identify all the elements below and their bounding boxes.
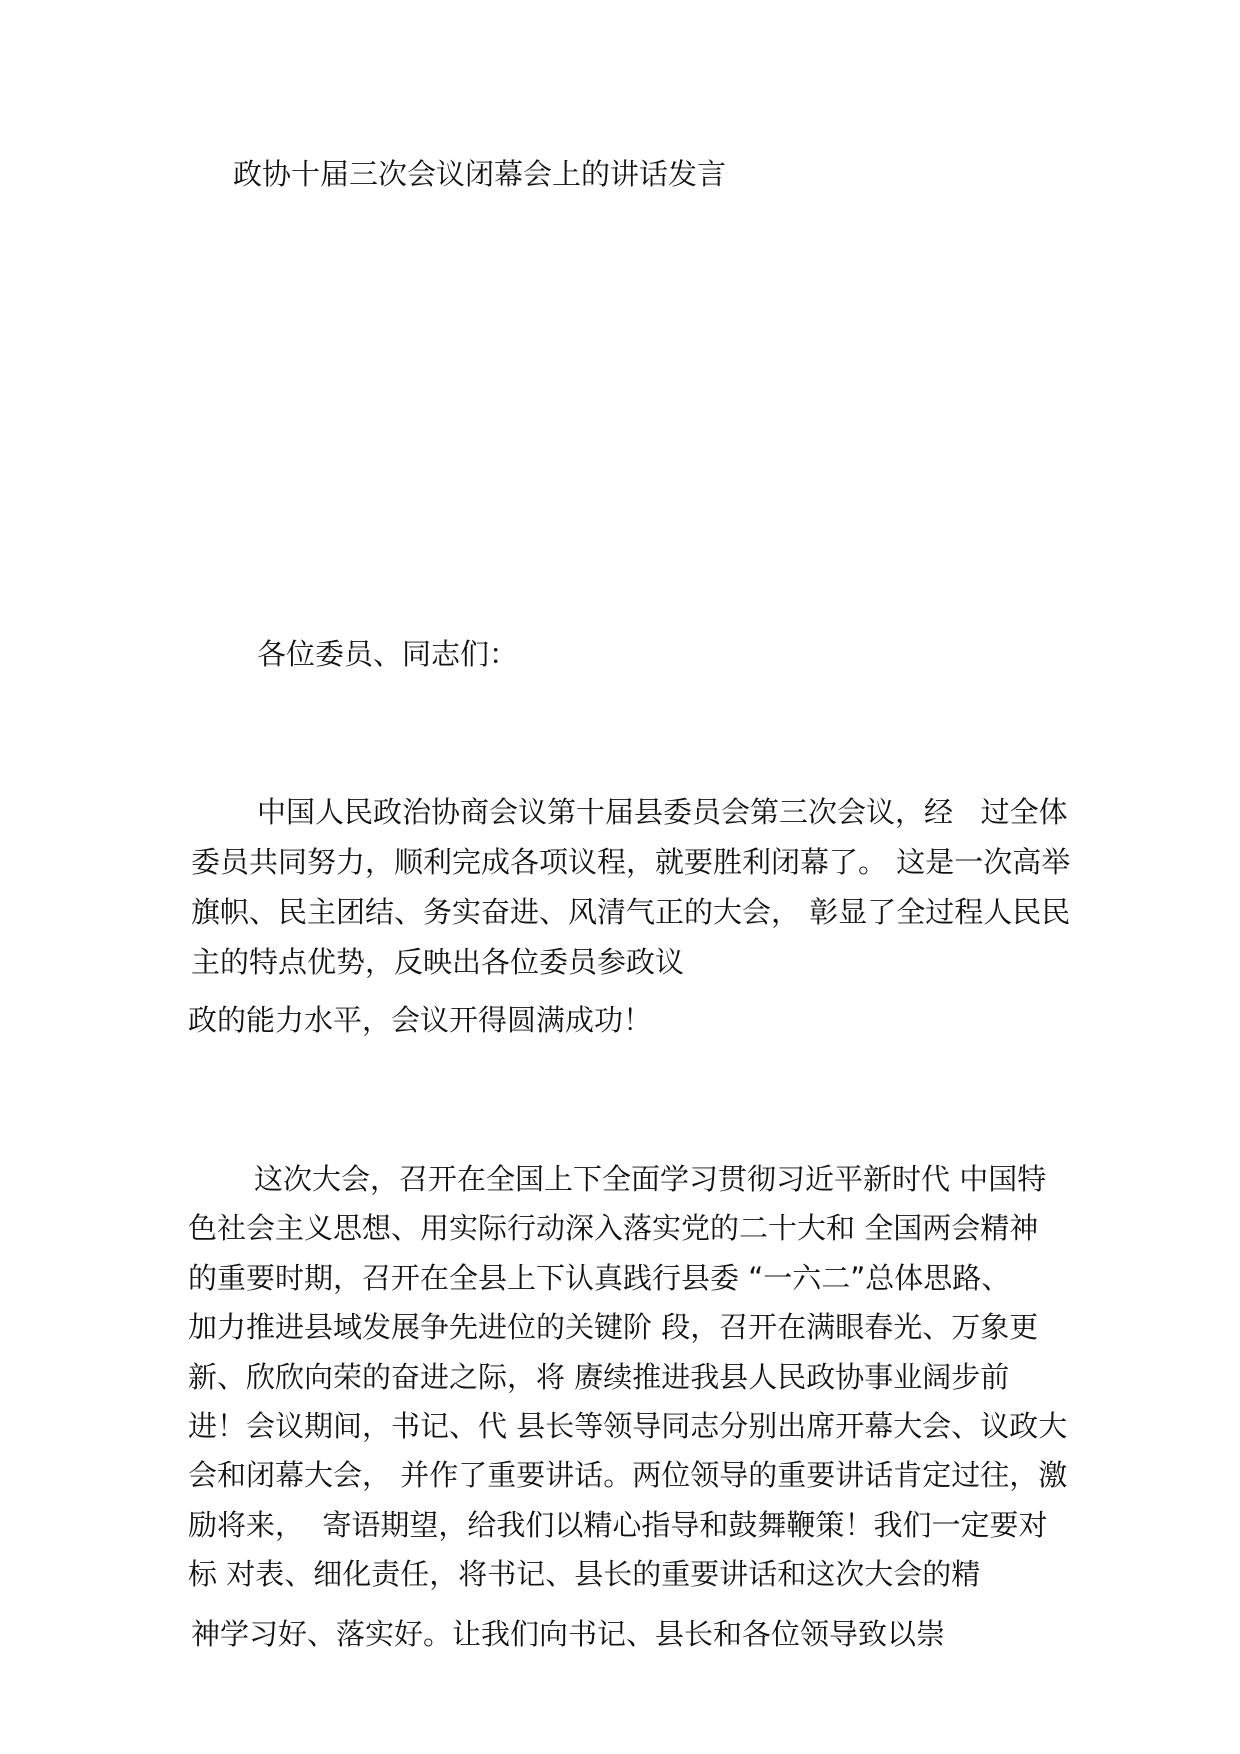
paragraph-line: 主的特点优势，反映出各位委员参政议 (191, 945, 685, 979)
paragraph-line: 委员共同努力，顺利完成各项议程，就要胜利闭幕了。 这是一次高举 (191, 845, 1071, 879)
paragraph-line: 进！会议期间，书记、代 县长等领导同志分别出席开幕大会、议政大 (188, 1409, 1068, 1443)
paragraph-line: 加力推进县域发展争先进位的关键阶 段，召开在满眼春光、万象更 (188, 1310, 1039, 1344)
paragraph-line: 这次大会，召开在全国上下全面学习贯彻习近平新时代 中国特 (254, 1162, 1047, 1196)
paragraph-line: 旗帜、民主团结、务实奋进、风清气正的大会， 彰显了全过程人民民 (191, 895, 1071, 929)
document-title: 政协十届三次会议闭幕会上的讲话发言 (233, 157, 727, 191)
paragraph-line: 中国人民政治协商会议第十届县委员会第三次会议，经 过全体 (257, 795, 1068, 829)
salutation: 各位委员、同志们： (257, 637, 519, 671)
paragraph-line: 会和闭幕大会， 并作了重要讲话。两位领导的重要讲话肯定过往，激 (188, 1458, 1068, 1492)
paragraph-line: 标 对表、细化责任，将书记、县长的重要讲话和这次大会的精 (188, 1557, 981, 1591)
paragraph-line: 的重要时期，召开在全县上下认真践行县委 “一六二”总体思路、 (188, 1261, 1011, 1295)
paragraph-line: 励将来， 寄语期望，给我们以精心指导和鼓舞鞭策！我们一定要对 (188, 1508, 1048, 1542)
paragraph-line: 神学习好、落实好。让我们向书记、县长和各位领导致以崇 (191, 1617, 946, 1651)
paragraph-line: 新、欣欣向荣的奋进之际，将 赓续推进我县人民政协事业阔步前 (188, 1360, 1010, 1394)
paragraph-line: 政的能力水平，会议开得圆满成功！ (188, 1003, 653, 1037)
paragraph-line: 色社会主义思想、用实际行动深入落实党的二十大和 全国两会精神 (188, 1211, 1039, 1245)
